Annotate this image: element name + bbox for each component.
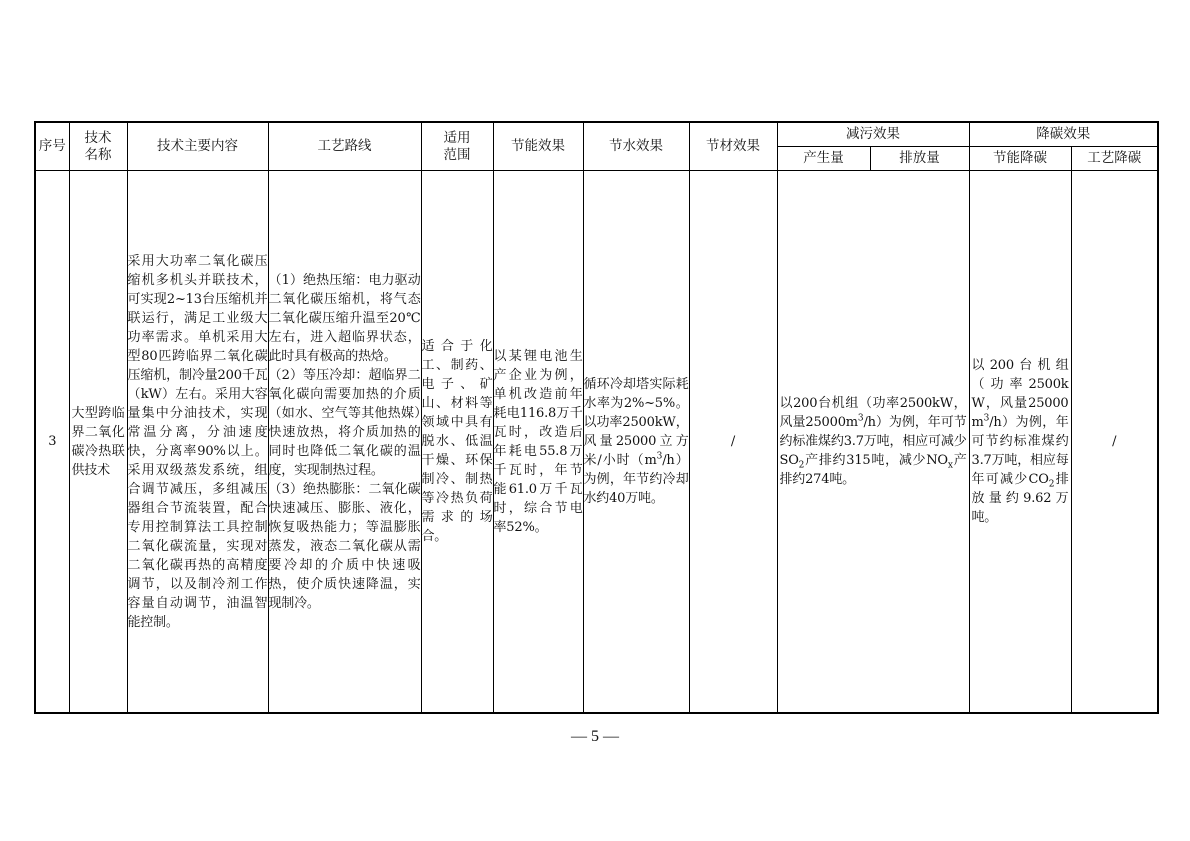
pollution-sub-so2: 2 — [798, 460, 805, 471]
pollution-sup: 3 — [857, 413, 864, 424]
pollution-sub-nox: x — [947, 460, 953, 471]
header-material-saving: 节材效果 — [689, 122, 777, 171]
carbon-sub-co2: 2 — [1048, 479, 1055, 490]
technology-table — [34, 121, 1159, 714]
header-row-1 — [35, 122, 1158, 147]
header-seq: 序号 — [35, 122, 69, 171]
header-energy-carbon: 节能降碳 — [969, 147, 1071, 171]
pollution-text-a: 以200台机组（功率2500kW，风量25000m — [779, 396, 967, 430]
pollution-text-c: 产排约315吨，减少NO — [804, 453, 948, 468]
header-carbon-reduction: 降碳效果 — [969, 122, 1158, 147]
cell-seq: 3 — [35, 171, 69, 714]
carbon-text-a: 以200台机组（功率2500kW，风量25000m — [971, 358, 1069, 430]
process-step-2: （2）等压冷却：超临界二氧化碳向需要加热的介质（如水、空气等其他热媒）快速放热，将介质加热的同时也降低二氧化碳的温度，实现制热过程。 — [268, 367, 421, 478]
pollution-text-d: 产排约274吨。 — [779, 453, 967, 487]
cell-scope: 适合于化工、制药、电子、矿山、材料等领域中具有脱水、低温干燥、环保制冷、制热等冷热负荷需求的场合。 — [421, 171, 493, 714]
header-pollution-emitted: 排放量 — [870, 147, 969, 171]
header-energy-saving: 节能效果 — [493, 122, 583, 171]
cell-tech-name: 大型跨临界二氧化碳冷热联供技术 — [69, 171, 127, 714]
carbon-text-b: /h）为例，年可节约标准煤约3.7万吨，相应每年可减少CO — [971, 415, 1069, 487]
cell-pollution-reduction — [777, 171, 969, 714]
carbon-sup: 3 — [983, 413, 990, 424]
cell-process-route — [268, 171, 421, 714]
cell-water-saving — [583, 171, 689, 714]
cell-process-carbon: / — [1071, 171, 1158, 714]
header-tech-name: 技术 名称 — [69, 122, 127, 171]
header-scope: 适用 范围 — [421, 122, 493, 171]
header-main-content: 技术主要内容 — [127, 122, 268, 171]
carbon-text-c: 排放量约9.62万吨。 — [971, 472, 1069, 525]
cell-material-saving: / — [689, 171, 777, 714]
header-process-carbon: 工艺降碳 — [1071, 147, 1158, 171]
cell-energy-carbon — [969, 171, 1071, 714]
header-water-saving: 节水效果 — [583, 122, 689, 171]
pollution-text-b: /h）为例，年可节约标准煤约3.7万吨，相应可减少SO — [779, 415, 967, 468]
water-text-b: /h）为例，年节约冷却水约40万吨。 — [583, 453, 689, 506]
header-pollution-generated: 产生量 — [777, 147, 870, 171]
header-process-route: 工艺路线 — [268, 122, 421, 171]
table-row — [35, 171, 1158, 714]
process-step-3: （3）绝热膨胀：二氧化碳快速减压、膨胀、液化，恢复吸热能力；等温膨胀蒸发，液态二氧化碳从需要冷却的介质中快速吸热，使介质快速降温，实现制冷。 — [268, 481, 421, 611]
water-sup: 3 — [656, 451, 663, 462]
cell-main-content: 采用大功率二氧化碳压缩机多机头并联技术，可实现2~13台压缩机并联运行，满足工业级大功率需求。单机采用大型80匹跨临界二氧化碳压缩机，制冷量200千瓦（kW）左右。采用大容量集中分油技术，实现常温分离，分油速度快，分离率90%以上。采用双级蒸发系统，组合调节减压，多组减压器组合节流装置，配合专用控制算法工具控制二氧化碳流量，实现对二氧化碳再热的高精度调节，以及制冷剂工作容量自动调节，油温智能控制。 — [127, 171, 268, 714]
process-step-1: （1）绝热压缩：电力驱动二氧化碳压缩机，将气态二氧化碳压缩升温至20℃左右，进入超临界状态，此时具有极高的热焓。 — [268, 272, 421, 364]
water-text-a: 循环冷却塔实际耗水率为2%~5%。以功率2500kW，风量25000立方米/小时（m — [583, 377, 689, 468]
header-pollution-reduction: 减污效果 — [777, 122, 969, 147]
cell-energy-saving: 以某锂电池生产企业为例，单机改造前年耗电116.8万千瓦时，改造后年耗电55.8万千瓦时，年节能61.0万千瓦时，综合节电率52%。 — [493, 171, 583, 714]
page-number: — 5 — — [571, 728, 619, 745]
